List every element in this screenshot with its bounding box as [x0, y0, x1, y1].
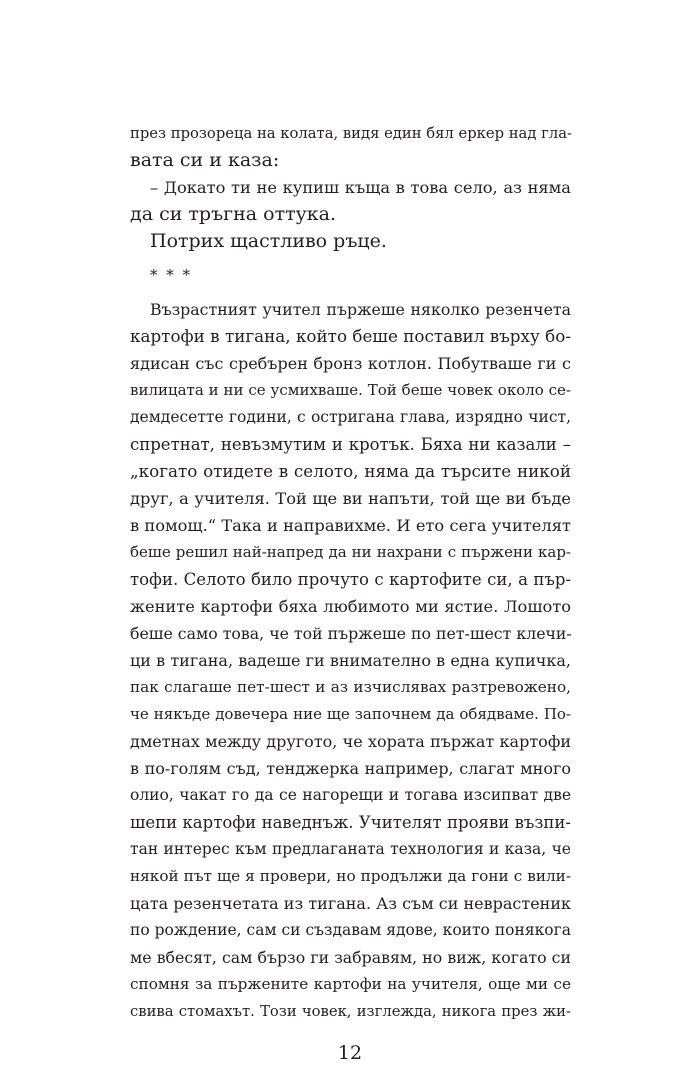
- text-line: свива стомахът. Този човек, изглежда, никога през жи-: [130, 1003, 571, 1020]
- text-line: картофи в тигана, който беше поставил върху бо-: [130, 326, 571, 346]
- dialogue-line: – Докато ти не купиш къща в това село, аз няма: [150, 178, 571, 197]
- text-line: беше само това, че той пържеше по пет-шест клечи-: [130, 624, 572, 643]
- text-line: спретнат, невъзмутим и кротък. Бяха ни казали –: [130, 435, 571, 454]
- text-line: олио, чакат го да се нагорещи и тогава изсипват две: [130, 786, 571, 804]
- text-line: беше решил най-напред да ни нахрани с пържени кар-: [130, 543, 571, 561]
- text-line: демдесетте години, с остригана глава, изрядно чист,: [130, 408, 571, 426]
- text-line: някой път ще я провери, но продължи да гони с вили-: [130, 867, 571, 885]
- text-line: по рождение, сам си създавам ядове, които понякога: [130, 921, 571, 939]
- text-line: в помощ.“ Така и направихме. И ето сега учителят: [130, 516, 571, 535]
- text-line: друг, а учителя. Той ще ви напъти, той ще ви бъде: [130, 489, 571, 508]
- text-line: жените картофи бяха любимото ми ястие. Лошото: [130, 597, 571, 616]
- text-line: спомня за пържените картофи на учителя, още ми се: [130, 975, 571, 993]
- paragraph-first-line: Потрих щастливо ръце.: [150, 230, 387, 252]
- text-line: ядисан със сребърен бронз котлон. Побутваше ги с: [130, 354, 571, 373]
- section-break: * * *: [150, 266, 193, 284]
- text-line: че някъде довечера ние ще започнем да обядваме. По-: [130, 705, 571, 723]
- text-line: ме вбесят, сам бързо ги забравям, но виж, когато си: [130, 948, 571, 967]
- page-number: 12: [337, 1042, 363, 1064]
- text-line: тан интерес към предлаганата технология и каза, че: [130, 840, 571, 858]
- paragraph-first-line: Възрастният учител пържеше няколко резенчета: [150, 300, 571, 319]
- text-line: „когато отидете в селото, няма да търсите никой: [130, 461, 571, 481]
- text-line: тофи. Селото било прочуто с картофите си, а пър-: [130, 570, 571, 589]
- text-line: шепи картофи наведнъж. Учителят прояви възпи-: [130, 813, 571, 832]
- text-line: в по-голям съд, тенджерка например, слагат много: [130, 759, 571, 778]
- text-line: цата резенчетата из тигана. Аз съм си неврастеник: [130, 894, 571, 913]
- text-line: пак слагаше пет-шест и аз изчислявах разтревожено,: [130, 678, 571, 696]
- text-line: дметнах между другото, че хората пържат картофи: [130, 732, 571, 751]
- text-line: през прозореца на колата, видя един бял еркер над гла-: [130, 125, 572, 142]
- text-line: вилицата и ни се усмихваше. Той беше човек около се-: [130, 381, 571, 399]
- text-line: да си тръгна оттука.: [130, 203, 337, 225]
- text-line: ци в тигана, вадеше ги внимателно в една купичка,: [130, 651, 571, 670]
- text-line: вата си и каза:: [130, 149, 280, 171]
